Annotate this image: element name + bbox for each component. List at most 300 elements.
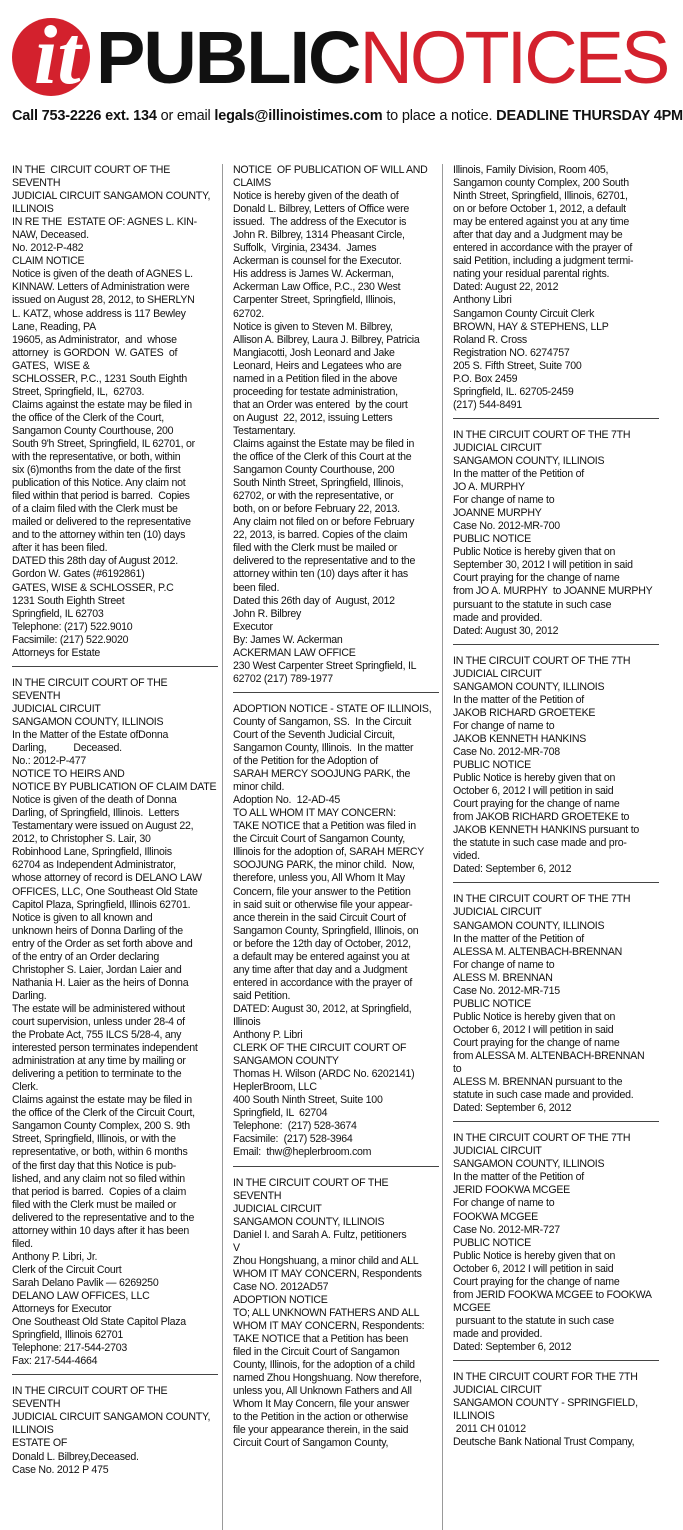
notice-line: No. 2012-P-482: [12, 242, 84, 255]
notice-line: JUDICIAL CIRCUIT: [453, 441, 542, 454]
notice-line: October 6, 2012 I will petition in said: [453, 785, 614, 798]
notice-line: Roland R. Cross: [453, 333, 527, 346]
notice-line: BROWN, HAY & STEPHENS, LLP: [453, 320, 609, 333]
notice-line: JUDICIAL CIRCUIT: [12, 702, 101, 715]
notice-line: that an Order was entered by the court: [233, 398, 408, 411]
notice-line: L. KATZ, whose address is 117 Bewley: [12, 307, 186, 320]
notice-line: 2012, to Christopher S. Lair, 30: [12, 833, 151, 846]
notice-line: IN THE CIRCUIT COURT OF THE SEVENTH: [233, 1176, 392, 1202]
notice-line: Public Notice is hereby given that on: [453, 772, 616, 785]
notice-line: publication of this Notice. Any claim not: [12, 477, 186, 490]
notice-line: Case NO. 2012AD57: [233, 1280, 329, 1293]
notice-line: 22, 2013, is barred. Copies of the claim: [233, 529, 408, 542]
notice-line: Dated: August 30, 2012: [453, 624, 559, 637]
notice-line: of the first day that this Notice is pub-: [12, 1159, 177, 1172]
notice-line: CLERK OF THE CIRCUIT COURT OF: [233, 1042, 407, 1055]
notice-line: Court of the Seventh Judicial Circuit,: [233, 728, 395, 741]
notice-line: DATED this 28th day of August 2012.: [12, 555, 178, 568]
notice-line: filed within that period is barred. Copies: [12, 490, 190, 503]
notice-line: John R. Bilbrey: [233, 607, 302, 620]
masthead: [0, 0, 683, 150]
legal-notice: [453, 429, 659, 645]
logo: [12, 9, 92, 102]
notice-line: Circuit Court of Sangamon County,: [233, 1437, 389, 1450]
notice-line: delivering a petition to terminate to the: [12, 1068, 182, 1081]
notice-line: Fax: 217-544-4664: [12, 1355, 98, 1368]
legal-notice: [12, 1385, 218, 1482]
legal-notice: [453, 164, 659, 419]
notice-line: By: James W. Ackerman: [233, 633, 343, 646]
notice-line: pursuant to the statute in such case: [453, 1314, 614, 1327]
notice-line: Public Notice is hereby given that on: [453, 1249, 616, 1262]
notice-line: Dated: September 6, 2012: [453, 1340, 572, 1353]
notice-line: proceeding for testate administration,: [233, 385, 398, 398]
call-suffix: to place a notice.: [382, 108, 497, 124]
notice-line: Illinois for the adoption of, SARAH MERCY: [233, 846, 425, 859]
notice-line: named Zhou Hongshuang. Now therefore,: [233, 1372, 422, 1385]
notice-line: Street, Springfield, Illinois, or with the: [12, 1133, 176, 1146]
notice-line: SOOJUNG PARK, the minor child. Now,: [233, 859, 415, 872]
logo-text: it: [34, 9, 81, 102]
notice-line: named in a Petition filed in the above: [233, 372, 398, 385]
notice-line: issued. The address of the Executor is: [233, 216, 407, 229]
notice-line: South 9'h Street, Springfield, IL 62701, or: [12, 437, 195, 450]
notice-line: Case No. 2012 P 475: [12, 1463, 109, 1476]
notice-line: JO A. MURPHY: [453, 481, 525, 494]
logo-mark: [12, 9, 92, 102]
notice-line: of the Petition for the Adoption of: [233, 755, 378, 768]
notice-line: DATED: August 30, 2012, at Springfield,: [233, 1002, 412, 1015]
notice-line: ADOPTION NOTICE - STATE OF ILLINOIS,: [233, 702, 432, 715]
notice-line: Street, Springfield, IL, 62703.: [12, 385, 145, 398]
notice-line: Springfield, IL 62704: [233, 1107, 328, 1120]
column-2: [233, 164, 439, 1467]
notice-line: JAKOB KENNETH HANKINS pursuant to: [453, 824, 640, 837]
notice-line: Attorneys for Estate: [12, 646, 101, 659]
notice-line: said Petition.: [233, 989, 291, 1002]
notice-line: file your appearance therein, in the said: [233, 1424, 409, 1437]
notice-line: Christopher S. Laier, Jordan Laier and: [12, 963, 182, 976]
notice-line: lished, and any claim not so filed within: [12, 1172, 185, 1185]
notice-line: filed.: [12, 1237, 33, 1250]
notice-line: PUBLIC NOTICE: [453, 997, 531, 1010]
notice-line: may be entered against you at any time: [453, 216, 629, 229]
notice-line: Springfield, IL. 62705-2459: [453, 385, 574, 398]
notice-line: September 30, 2012 I will petition in said: [453, 559, 633, 572]
email-link[interactable]: legals@illinoistimes.com: [214, 108, 383, 124]
notice-line: Notice is given of the death of AGNES L.: [12, 268, 193, 281]
notice-line: Sangamon County Courthouse, 200: [12, 424, 174, 437]
notice-line: of a claim filed with the Clerk must be: [12, 503, 178, 516]
notice-line: interested person terminates independent: [12, 1042, 198, 1055]
notice-line: Deutsche Bank National Trust Company,: [453, 1436, 635, 1449]
notice-line: For change of name to: [453, 958, 555, 971]
notice-line: NAW, Deceased.: [12, 229, 89, 242]
notice-line: nating your residual parental rights.: [453, 268, 610, 281]
notice-line: that period is barred. Copies of a claim: [12, 1185, 187, 1198]
call-prefix: Call 753-2226 ext. 134: [12, 108, 157, 124]
notice-line: Dated: August 22, 2012: [453, 281, 559, 294]
notice-line: Thomas H. Wilson (ARDC No. 6202141): [233, 1068, 415, 1081]
notice-line: from JAKOB RICHARD GROETEKE to: [453, 811, 630, 824]
notice-line: Carpenter Street, Springfield, Illinois,: [233, 294, 396, 307]
notice-line: the Probate Act, 755 ILCS 5/28-4, any: [12, 1029, 182, 1042]
notice-line: FOOKWA MCGEE: [453, 1210, 538, 1223]
notice-line: delivered to the representative and to the: [233, 555, 416, 568]
title-light: NOTICES: [359, 16, 668, 99]
notice-line: ALESS M. BRENNAN: [453, 971, 553, 984]
notice-line: or before the 12th day of October, 2012,: [233, 937, 411, 950]
notice-line: In the matter of the Petition of: [453, 932, 584, 945]
notice-line: Ninth Street, Springfield, Illinois, 62701,: [453, 190, 628, 203]
notice-line: GATES, WISE & SCHLOSSER, P.C: [12, 581, 174, 594]
notice-line: Anthony P. Libri, Jr.: [12, 1250, 98, 1263]
notice-line: The estate will be administered without: [12, 1002, 185, 1015]
notice-line: therefore, unless you, All Whom It May: [233, 872, 405, 885]
notice-line: Court praying for the change of name: [453, 798, 620, 811]
notice-line: SANGAMON COUNTY, ILLINOIS: [233, 1215, 385, 1228]
notice-line: said Petition, including a judgment termi-: [453, 255, 634, 268]
notice-line: HeplerBroom, LLC: [233, 1081, 317, 1094]
notice-line: In the matter of the Petition of: [453, 468, 584, 481]
notice-line: attorney within ten (10) days after it has: [233, 568, 408, 581]
notice-line: 205 S. Fifth Street, Suite 700: [453, 359, 582, 372]
legal-notice: [453, 655, 659, 884]
notice-line: 62702 (217) 789-1977: [233, 672, 333, 685]
notice-line: Notice is hereby given of the death of: [233, 190, 399, 203]
notice-line: filed in the Circuit Court of Sangamon: [233, 1346, 400, 1359]
notice-line: Clerk.: [12, 1081, 39, 1094]
notice-line: Sangamon County Circuit Clerk: [453, 307, 595, 320]
notice-line: from JERID FOOKWA MCGEE to FOOKWA: [453, 1288, 652, 1301]
notice-line: Facsimile: (217) 522.9020: [12, 633, 129, 646]
notice-line: Donald L. Bilbrey,Deceased.: [12, 1450, 139, 1463]
notice-line: (217) 544-8491: [453, 398, 522, 411]
column-3: [453, 164, 659, 1465]
notice-line: Darling, Deceased.: [12, 742, 122, 755]
notice-line: SANGAMON COUNTY: [233, 1055, 339, 1068]
notice-line: Attorneys for Executor: [12, 1303, 112, 1316]
notice-line: TO; ALL UNKNOWN FATHERS AND ALL: [233, 1306, 420, 1319]
legal-notice: [453, 1132, 659, 1361]
notice-line: ILLINOIS: [12, 1424, 54, 1437]
notice-line: 2011 CH 01012: [453, 1423, 526, 1436]
notice-line: whose attorney of record is DELANO LAW: [12, 872, 202, 885]
legal-notice: [233, 1177, 439, 1457]
notice-line: GATES, WISE &: [12, 359, 90, 372]
notice-line: attorney within 10 days after it has been: [12, 1224, 190, 1237]
notice-line: South Ninth Street, Springfield, Illinois,: [233, 477, 404, 490]
notice-line: IN THE CIRCUIT COURT OF THE 7TH: [453, 893, 631, 906]
notice-line: One Southeast Old State Capitol Plaza: [12, 1316, 186, 1329]
notice-line: CLAIM NOTICE: [12, 255, 85, 268]
notice-line: SCHLOSSER, P.C., 1231 South Eighth: [12, 372, 188, 385]
notice-line: Testamentary were issued on August 22,: [12, 820, 194, 833]
notice-line: and to the attorney within ten (10) days: [12, 529, 186, 542]
notice-line: In the matter of the Petition of: [453, 1171, 584, 1184]
notice-line: JUDICIAL CIRCUIT: [453, 1384, 542, 1397]
notice-line: Darling, of Springfield, Illinois. Letters: [12, 807, 180, 820]
notice-line: from JO A. MURPHY to JOANNE MURPHY: [453, 585, 653, 598]
notice-line: Lane, Reading, PA: [12, 320, 96, 333]
notice-line: 400 South Ninth Street, Suite 100: [233, 1094, 383, 1107]
notice-line: JAKOB RICHARD GROETEKE: [453, 706, 596, 719]
notice-line: 1231 South Eighth Street: [12, 594, 125, 607]
notice-line: IN THE CIRCUIT COURT OF THE SEVENTH: [12, 676, 171, 702]
column-divider: [222, 164, 223, 1530]
notice-line: Ackerman is counsel for the Executor.: [233, 255, 402, 268]
notice-line: unknown heirs of Donna Darling of the: [12, 924, 183, 937]
notice-line: Clerk of the Circuit Court: [12, 1263, 122, 1276]
notice-line: Claims against the estate may be filed in: [12, 398, 192, 411]
notice-line: of the entry of an Order declaring: [12, 950, 159, 963]
notice-line: JERID FOOKWA MCGEE: [453, 1184, 570, 1197]
notice-line: JAKOB KENNETH HANKINS: [453, 732, 587, 745]
notice-line: Allison A. Bilbrey, Laura J. Bilbrey, Patricia: [233, 333, 420, 346]
notice-line: Concern, file your answer to the Petition: [233, 885, 411, 898]
notice-line: Executor: [233, 620, 273, 633]
notice-line: from ALESSA M. ALTENBACH-BRENNAN: [453, 1050, 645, 1062]
notice-line: Gordon W. Gates (#6192861): [12, 568, 145, 581]
notice-line: pursuant to the statute in such case: [453, 598, 612, 611]
notice-line: on August 22, 2012, issuing Letters: [233, 411, 393, 424]
notice-line: Springfield, IL 62703: [12, 607, 104, 620]
notice-line: CLAIMS: [233, 177, 271, 190]
notice-line: DELANO LAW OFFICES, LLC: [12, 1289, 150, 1302]
notice-line: ance therein in the said Circuit Court of: [233, 911, 406, 924]
notice-line: to: [453, 1063, 462, 1076]
notice-line: IN THE CIRCUIT COURT OF THE 7TH: [453, 428, 631, 441]
notice-line: with the representative, or both, within: [12, 451, 181, 464]
notice-line: Notice is given of the death of Donna: [12, 794, 177, 807]
notice-line: PUBLIC NOTICE: [453, 1236, 531, 1249]
notice-line: 230 West Carpenter Street Springfield, IL: [233, 659, 417, 672]
notice-line: Anthony P. Libri: [233, 1029, 303, 1042]
notice-line: Public Notice is hereby given that on: [453, 546, 616, 559]
notice-line: For change of name to: [453, 719, 555, 732]
notice-line: Sangamon County, Illinois. In the matter: [233, 742, 414, 755]
notice-line: ACKERMAN LAW OFFICE: [233, 646, 356, 659]
notice-line: SANGAMON COUNTY, ILLINOIS: [453, 1158, 605, 1171]
notice-line: Facsimile: (217) 528-3964: [233, 1133, 353, 1146]
notice-line: SARAH MERCY SOOJUNG PARK, the: [233, 768, 411, 781]
notice-line: Any claim not filed on or before February: [233, 516, 415, 529]
notice-line: SANGAMON COUNTY, ILLINOIS: [12, 715, 164, 728]
notice-line: ADOPTION NOTICE: [233, 1293, 328, 1306]
notice-line: Telephone: 217-544-2703: [12, 1342, 128, 1355]
notice-line: IN RE THE ESTATE OF: AGNES L. KIN-: [12, 216, 197, 229]
notice-line: vided.: [453, 850, 480, 863]
notice-line: Claims against the Estate may be filed in: [233, 437, 415, 450]
deadline: DEADLINE THURSDAY 4PM: [496, 108, 683, 124]
notice-line: NOTICE TO HEIRS AND: [12, 768, 125, 781]
legal-notice: [453, 893, 659, 1122]
notice-line: Court praying for the change of name: [453, 1275, 620, 1288]
notice-line: filed with the Clerk must be mailed or: [233, 542, 398, 555]
notice-line: entered in accordance with the prayer of: [233, 976, 413, 989]
notice-line: Illinois: [233, 1016, 261, 1028]
notice-line: SANGAMON COUNTY, ILLINOIS: [453, 680, 605, 693]
column-divider: [442, 164, 443, 1530]
notice-line: Sangamon County, Springfield, Illinois, on: [233, 924, 419, 937]
notice-line: JUDICIAL CIRCUIT: [233, 1202, 322, 1215]
notice-line: Dated this 26th day of August, 2012: [233, 594, 395, 607]
legal-notice: [233, 703, 439, 1167]
legal-notice: [12, 164, 218, 667]
notice-line: NOTICE BY PUBLICATION OF CLAIM DATE: [12, 781, 217, 794]
notice-line: Adoption No. 12-AD-45: [233, 794, 340, 807]
notice-line: mailed or delivered to the representative: [12, 516, 191, 529]
notice-line: Leonard, Heirs and Legatees who are: [233, 359, 402, 372]
notice-line: entry of the Order as set forth above and: [12, 937, 193, 950]
notice-line: the office of the Clerk of the Circuit Court,: [12, 1107, 195, 1120]
notice-line: entered in accordance with the prayer of: [453, 242, 633, 255]
notice-line: Capitol Plaza, Springfield, Illinois 62701.: [12, 898, 191, 911]
notice-line: Case No. 2012-MR-727: [453, 1223, 560, 1236]
notice-line: Mangiacotti, Josh Leonard and Jake: [233, 346, 395, 359]
notice-line: Whom It May Concern, file your answer: [233, 1398, 410, 1411]
notice-line: SANGAMON COUNTY, ILLINOIS: [453, 454, 605, 467]
legal-notice: [12, 677, 218, 1375]
notice-line: 62704 as Independent Administrator,: [12, 859, 176, 872]
notice-line: P.O. Box 2459: [453, 372, 518, 385]
notice-line: ALESS M. BRENNAN pursuant to the: [453, 1076, 623, 1089]
notice-line: Zhou Hongshuang, a minor child and ALL: [233, 1254, 419, 1267]
notice-line: His address is James W. Ackerman,: [233, 268, 394, 281]
notice-line: Claims against the estate may be filed in: [12, 1094, 192, 1107]
notice-line: IN THE CIRCUIT COURT FOR THE 7TH: [453, 1371, 638, 1384]
notice-line: Sangamon County Courthouse, 200: [233, 464, 395, 477]
notice-line: Dated: September 6, 2012: [453, 863, 572, 876]
notice-line: Telephone: (217) 522.9010: [12, 620, 133, 633]
notice-line: Sangamon County Complex, 200 S. 9th: [12, 1120, 190, 1133]
notice-line: the Circuit Court of Sangamon County,: [233, 833, 405, 846]
notice-line: For change of name to: [453, 494, 555, 507]
notice-line: after that day and a Judgment may be: [453, 229, 623, 242]
notice-line: Registration NO. 6274757: [453, 346, 570, 359]
notice-line: Darling.: [12, 989, 47, 1002]
notice-line: PUBLIC NOTICE: [453, 759, 531, 772]
notice-line: Nathania H. Laier as the heirs of Donna: [12, 976, 189, 989]
notice-line: County, Illinois, for the adoption of a child: [233, 1359, 415, 1372]
notice-line: In the Matter of the Estate ofDonna: [12, 728, 169, 741]
notice-line: In the matter of the Petition of: [453, 693, 584, 706]
notice-line: Ackerman Law Office, P.C., 230 West: [233, 281, 401, 294]
notice-line: Anthony Libri: [453, 294, 512, 307]
notice-line: Email: thw@heplerbroom.com: [233, 1146, 372, 1159]
notice-line: Sarah Delano Pavlik — 6269250: [12, 1276, 159, 1289]
notice-line: in said suit or otherwise file your appear-: [233, 898, 413, 911]
notice-line: Case No. 2012-MR-708: [453, 745, 560, 758]
title-bold: PUBLIC: [96, 16, 360, 99]
notice-line: JUDICIAL CIRCUIT: [453, 667, 542, 680]
notice-line: made and provided.: [453, 611, 543, 624]
notice-line: JUDICIAL CIRCUIT: [453, 906, 542, 919]
notice-line: October 6, 2012 I will petition in said: [453, 1262, 614, 1275]
notice-line: to the Petition in the action or otherwise: [233, 1411, 408, 1424]
notice-line: Case No. 2012-MR-700: [453, 520, 560, 533]
notice-line: NOTICE OF PUBLICATION OF WILL AND: [233, 164, 428, 176]
contact-line: [12, 108, 683, 124]
notice-line: on or before October 1, 2012, a default: [453, 203, 626, 216]
notice-line: Robinhood Lane, Springfield, Illinois: [12, 846, 172, 859]
notice-line: statute in such case made and provided.: [453, 1089, 634, 1102]
notice-line: WHOM IT MAY CONCERN, Respondents: [233, 1267, 422, 1280]
call-mid: or email: [156, 108, 215, 124]
notice-line: been filed.: [233, 581, 280, 594]
notice-line: No.: 2012-P-477: [12, 755, 86, 768]
notice-line: the office of the Clerk of the Court,: [12, 411, 164, 424]
notice-line: 19605, as Administrator, and whose: [12, 333, 177, 346]
page-title: [96, 18, 667, 98]
notice-line: ESTATE OF: [12, 1437, 68, 1450]
notice-line: attorney is GORDON W. GATES of: [12, 346, 178, 359]
notice-line: Court praying for the change of name: [453, 1036, 620, 1049]
notice-line: a default may be entered against you at: [233, 950, 410, 963]
notice-line: filed with the Clerk must be mailed or: [12, 1198, 177, 1211]
notice-line: ILLINOIS: [12, 203, 54, 216]
notice-line: Notice is given to all known and: [12, 911, 153, 924]
notice-line: 62702, or with the representative, or: [233, 490, 394, 503]
notice-line: court supervision, unless under 28-4 of: [12, 1016, 185, 1028]
notice-line: the statute in such case made and pro-: [453, 837, 627, 850]
notice-line: Notice is given to Steven M. Bilbrey,: [233, 320, 393, 333]
notice-line: V: [233, 1241, 240, 1254]
notice-line: Dated: September 6, 2012: [453, 1102, 572, 1115]
notice-line: issued on August 28, 2012, to SHERLYN: [12, 294, 195, 307]
notice-line: administration at any time by mailing or: [12, 1055, 186, 1068]
notice-line: made and provided.: [453, 1327, 543, 1340]
notice-line: unless you, All Unknown Fathers and All: [233, 1385, 412, 1398]
legal-notice: [233, 164, 439, 693]
notice-line: representative, or both, within 6 months: [12, 1146, 188, 1159]
notice-line: SANGAMON COUNTY - SPRINGFIELD,: [453, 1397, 638, 1410]
notice-line: Daniel I. and Sarah A. Fultz, petitioners: [233, 1228, 407, 1241]
notice-line: TO ALL WHOM IT MAY CONCERN:: [233, 807, 396, 820]
notice-line: KINNAW. Letters of Administration were: [12, 281, 190, 294]
notice-line: County of Sangamon, SS. In the Circuit: [233, 715, 412, 728]
notice-line: OFFICES, LLC, One Southeast Old State: [12, 885, 198, 898]
notice-line: the office of the Clerk of this Court at the: [233, 451, 412, 464]
notice-line: Sangamon county Complex, 200 South: [453, 177, 629, 190]
notice-line: John R. Bilbrey, 1314 Pheasant Circle,: [233, 229, 405, 242]
notice-line: SANGAMON COUNTY, ILLINOIS: [453, 919, 605, 932]
legal-notice: [453, 1371, 659, 1455]
notice-line: TAKE NOTICE that a Petition has been: [233, 1333, 409, 1346]
notice-line: IN THE CIRCUIT COURT OF THE 7TH: [453, 654, 631, 667]
notice-line: For change of name to: [453, 1197, 555, 1210]
notice-line: six (6)months from the date of the first: [12, 464, 181, 477]
notice-line: Testamentary.: [233, 424, 296, 437]
notice-line: IN THE CIRCUIT COURT OF THE SEVENTH: [12, 1385, 171, 1411]
notice-line: Springfield, Illinois 62701: [12, 1329, 124, 1342]
notice-line: 62702.: [233, 307, 264, 320]
notice-line: JUDICIAL CIRCUIT: [453, 1145, 542, 1158]
notice-line: MCGEE: [453, 1301, 491, 1314]
notice-line: ALESSA M. ALTENBACH-BRENNAN: [453, 945, 623, 958]
column-1: [12, 164, 218, 1493]
notice-line: IN THE CIRCUIT COURT OF THE SEVENTH: [12, 164, 173, 190]
notice-line: Illinois, Family Division, Room 405,: [453, 164, 609, 176]
notice-line: JUDICIAL CIRCUIT SANGAMON COUNTY,: [12, 1411, 211, 1424]
notice-line: IN THE CIRCUIT COURT OF THE 7TH: [453, 1132, 631, 1145]
notice-line: Telephone: (217) 528-3674: [233, 1120, 357, 1133]
notice-line: minor child.: [233, 781, 285, 794]
notice-line: Case No. 2012-MR-715: [453, 984, 560, 997]
notice-line: TAKE NOTICE that a Petition was filed in: [233, 820, 416, 833]
notice-line: Suffolk, Virginia, 23434. James: [233, 242, 377, 255]
notice-line: October 6, 2012 I will petition in said: [453, 1023, 614, 1036]
